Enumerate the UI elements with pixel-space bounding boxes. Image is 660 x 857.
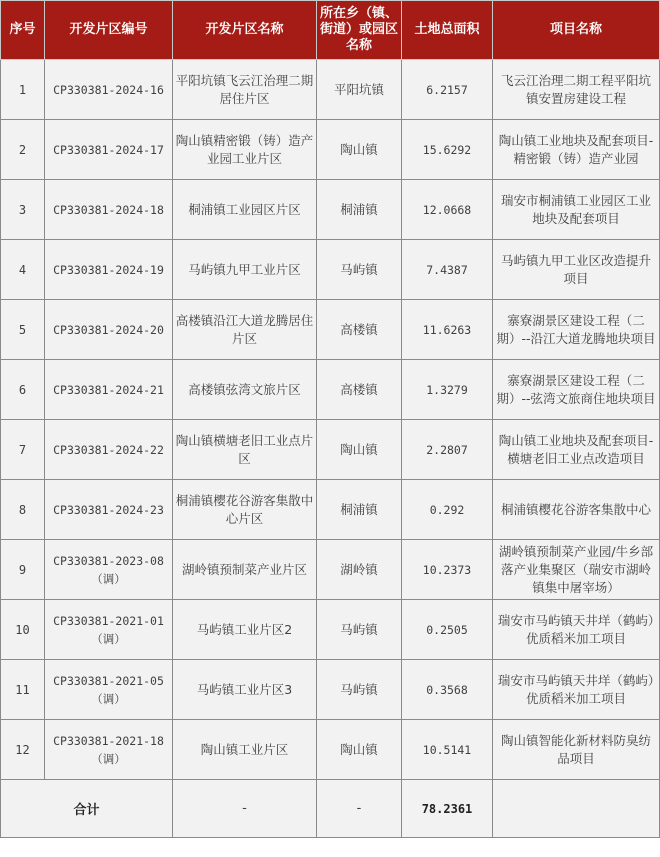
row-town: 平阳坑镇 bbox=[317, 60, 402, 120]
table-row bbox=[1, 180, 660, 240]
row-code: CP330381-2021-01（调） bbox=[45, 600, 173, 660]
row-code: CP330381-2023-08（调） bbox=[45, 540, 173, 600]
header-index: 序号 bbox=[1, 1, 45, 60]
row-project: 飞云江治理二期工程平阳坑镇安置房建设工程 bbox=[493, 60, 660, 120]
row-index: 7 bbox=[1, 420, 45, 480]
row-town: 湖岭镇 bbox=[317, 540, 402, 600]
row-town: 马屿镇 bbox=[317, 660, 402, 720]
table-row bbox=[1, 300, 660, 360]
row-name: 桐浦镇樱花谷游客集散中心片区 bbox=[173, 480, 317, 540]
table-row bbox=[1, 720, 660, 780]
row-project: 瑞安市桐浦镇工业园区工业地块及配套项目 bbox=[493, 180, 660, 240]
row-area: 0.292 bbox=[402, 480, 493, 540]
total-code: - bbox=[173, 780, 317, 838]
row-code: CP330381-2024-17 bbox=[45, 120, 173, 180]
row-index: 12 bbox=[1, 720, 45, 780]
row-index: 10 bbox=[1, 600, 45, 660]
row-project: 寨寮湖景区建设工程（二期）--弦湾文旅商住地块项目 bbox=[493, 360, 660, 420]
row-name: 陶山镇工业片区 bbox=[173, 720, 317, 780]
row-name: 高楼镇沿江大道龙腾居住片区 bbox=[173, 300, 317, 360]
row-name: 湖岭镇预制菜产业片区 bbox=[173, 540, 317, 600]
row-area: 11.6263 bbox=[402, 300, 493, 360]
row-project: 陶山镇工业地块及配套项目-精密锻（铸）造产业园 bbox=[493, 120, 660, 180]
row-town: 马屿镇 bbox=[317, 240, 402, 300]
row-area: 0.2505 bbox=[402, 600, 493, 660]
row-area: 10.5141 bbox=[402, 720, 493, 780]
row-town: 高楼镇 bbox=[317, 360, 402, 420]
header-project: 项目名称 bbox=[493, 1, 660, 60]
row-project: 马屿镇九甲工业区改造提升项目 bbox=[493, 240, 660, 300]
row-code: CP330381-2024-20 bbox=[45, 300, 173, 360]
table-row bbox=[1, 600, 660, 660]
table-row bbox=[1, 420, 660, 480]
table-row bbox=[1, 240, 660, 300]
table-row bbox=[1, 60, 660, 120]
header-code: 开发片区编号 bbox=[45, 1, 173, 60]
row-area: 2.2807 bbox=[402, 420, 493, 480]
row-name: 马屿镇九甲工业片区 bbox=[173, 240, 317, 300]
row-project: 瑞安市马屿镇天井垟（鹤屿）优质稻米加工项目 bbox=[493, 660, 660, 720]
row-name: 马屿镇工业片区2 bbox=[173, 600, 317, 660]
header-row bbox=[1, 1, 660, 60]
row-area: 15.6292 bbox=[402, 120, 493, 180]
row-code: CP330381-2024-21 bbox=[45, 360, 173, 420]
row-area: 6.2157 bbox=[402, 60, 493, 120]
row-town: 陶山镇 bbox=[317, 420, 402, 480]
row-area: 10.2373 bbox=[402, 540, 493, 600]
row-town: 桐浦镇 bbox=[317, 180, 402, 240]
row-index: 11 bbox=[1, 660, 45, 720]
row-project: 湖岭镇预制菜产业园/牛乡部落产业集聚区（瑞安市湖岭镇集中屠宰场） bbox=[493, 540, 660, 600]
row-code: CP330381-2021-05（调） bbox=[45, 660, 173, 720]
row-town: 高楼镇 bbox=[317, 300, 402, 360]
row-name: 马屿镇工业片区3 bbox=[173, 660, 317, 720]
row-town: 陶山镇 bbox=[317, 120, 402, 180]
row-code: CP330381-2024-16 bbox=[45, 60, 173, 120]
row-project: 陶山镇智能化新材料防臭纺品项目 bbox=[493, 720, 660, 780]
table-row bbox=[1, 540, 660, 600]
table-row bbox=[1, 480, 660, 540]
header-area: 土地总面积 bbox=[402, 1, 493, 60]
row-code: CP330381-2024-22 bbox=[45, 420, 173, 480]
total-area: 78.2361 bbox=[402, 780, 493, 838]
row-index: 2 bbox=[1, 120, 45, 180]
row-code: CP330381-2024-19 bbox=[45, 240, 173, 300]
row-code: CP330381-2024-23 bbox=[45, 480, 173, 540]
row-name: 桐浦镇工业园区片区 bbox=[173, 180, 317, 240]
row-area: 1.3279 bbox=[402, 360, 493, 420]
row-code: CP330381-2021-18（调） bbox=[45, 720, 173, 780]
header-name: 开发片区名称 bbox=[173, 1, 317, 60]
total-row bbox=[1, 780, 660, 838]
row-index: 1 bbox=[1, 60, 45, 120]
row-town: 桐浦镇 bbox=[317, 480, 402, 540]
row-area: 12.0668 bbox=[402, 180, 493, 240]
row-index: 5 bbox=[1, 300, 45, 360]
row-name: 高楼镇弦湾文旅片区 bbox=[173, 360, 317, 420]
row-index: 3 bbox=[1, 180, 45, 240]
table-row bbox=[1, 360, 660, 420]
row-name: 陶山镇横塘老旧工业点片区 bbox=[173, 420, 317, 480]
row-town: 陶山镇 bbox=[317, 720, 402, 780]
total-project bbox=[493, 780, 660, 838]
table-row bbox=[1, 660, 660, 720]
table-row bbox=[1, 120, 660, 180]
row-name: 陶山镇精密锻（铸）造产业园工业片区 bbox=[173, 120, 317, 180]
row-area: 0.3568 bbox=[402, 660, 493, 720]
row-town: 马屿镇 bbox=[317, 600, 402, 660]
total-label: 合计 bbox=[1, 780, 173, 838]
row-area: 7.4387 bbox=[402, 240, 493, 300]
row-index: 6 bbox=[1, 360, 45, 420]
row-name: 平阳坑镇飞云江治理二期居住片区 bbox=[173, 60, 317, 120]
total-town: - bbox=[317, 780, 402, 838]
row-project: 桐浦镇樱花谷游客集散中心 bbox=[493, 480, 660, 540]
row-project: 瑞安市马屿镇天井垟（鹤屿）优质稻米加工项目 bbox=[493, 600, 660, 660]
row-code: CP330381-2024-18 bbox=[45, 180, 173, 240]
row-index: 9 bbox=[1, 540, 45, 600]
row-project: 陶山镇工业地块及配套项目-横塘老旧工业点改造项目 bbox=[493, 420, 660, 480]
row-project: 寨寮湖景区建设工程（二期）--沿江大道龙腾地块项目 bbox=[493, 300, 660, 360]
row-index: 8 bbox=[1, 480, 45, 540]
row-index: 4 bbox=[1, 240, 45, 300]
header-town: 所在乡（镇、街道）或园区名称 bbox=[317, 1, 402, 60]
